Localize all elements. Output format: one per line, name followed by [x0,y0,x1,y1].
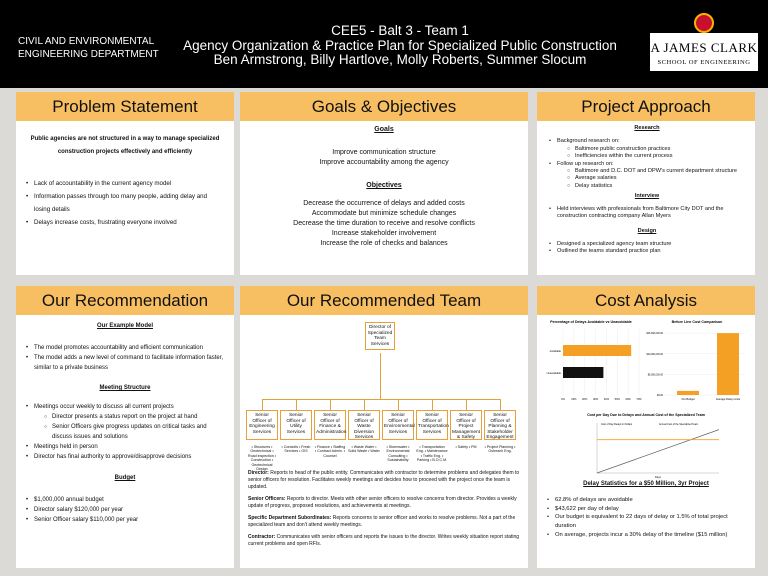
logo-line-1: A JAMES CLARK [650,40,758,55]
org-connector [330,399,331,410]
tick-label: 50% [614,398,620,401]
officer-duties: • Project Planning • Outreach Eng. [484,445,516,454]
org-connector [262,399,263,410]
officer-duties: • Waste Water • Solid Waste • Water [348,445,380,454]
officer-box: Senior Officer of Finance & Administration [314,410,346,440]
legend-entry: Annual Cost of the Specialized Team [659,423,699,426]
officer-box: Senior Officer of Project Management & Safety [450,410,482,440]
list-item: • On average, projects incur a 30% delay of the timeline ($15 million) [547,531,745,540]
list-item: ○ Baltimore public construction practices [567,146,745,153]
officer-box: Senior Officer of Planning & Stakeholder Engagement [484,410,516,440]
list-item: • Background research on: ○ Baltimore public construction practices ○ Inefficiencies within the current process [549,138,745,160]
department-name: CIVIL AND ENVIRONMENTAL ENGINEERING DEPARTMENT [18,36,159,60]
title-line-3: Ben Armstrong, Billy Hartlove, Molly Roberts, Summer Slocum [213,52,587,67]
officer-duties: • Structures • Geotechnical • Road inspection • Construction • Geotechnical Design [247,445,277,472]
category-label: Unavoidable [546,372,561,375]
officer-duties: • Transportation Eng. • Maintenance • Traffic Eng. • Parking • B.O.C.M. [416,445,448,463]
university-seal-icon [694,13,714,33]
goal-item: Improve accountability among the agency [319,159,449,166]
tick-label: $0.00 [657,394,663,397]
goal-item: Improve communication structure [332,149,436,156]
category-label: Avoidable [549,350,561,353]
problem-statement: Public agencies are not structured in a way to manage specialized construction projects effectively and efficiently [30,136,220,155]
axis-label: Days [655,476,661,479]
objective-item: Decrease the time duration to receive and resolve conflicts [293,220,475,227]
chart-caption: Delay Statistics for a $50 Million, 3yr Project [583,481,709,487]
list-item: • Director salary $120,000 per year [26,505,224,515]
officer-duties: • Stormwater • Environmental Consulting • Sustainability [386,445,410,463]
objective-item: Increase stakeholder involvement [331,230,437,237]
school-logo [650,33,758,71]
interview-label: Interview [634,193,660,200]
list-item: • 62.8% of delays are avoidable [547,496,745,505]
org-connector [432,399,433,410]
org-connector [380,353,381,399]
list-item: • Meetings held in person [26,442,224,452]
list-item: • Follow up research on: ○ Baltimore and D.C. DOT and DPW's current department structure ○ Average salaries ○ Delay statistics [549,161,745,191]
tick-label: 30% [592,398,599,401]
meeting-label: Meeting Structure [99,385,151,391]
title-line-2: Agency Organization & Practice Plan for Specialized Public Construction [183,37,617,53]
officer-box: Senior Officer of Utility Services [280,410,312,440]
officer-box: Senior Officer of Waste Diversion Services [348,410,380,440]
org-chart [240,315,528,470]
list-item: • Meetings occur weekly to discuss all current projects ○ Director presents a status report on the project at hand ○ Senior Officers give progress updates on critical tasks and discuss issues and solutions [26,402,224,442]
tick-label: $15,000,000.00 [646,332,663,336]
logo-line-2: SCHOOL OF ENGINEERING [657,59,751,66]
approach-heading: Project Approach [537,92,755,121]
research-label: Research [634,125,660,131]
role-descriptions [240,470,528,548]
org-connector [500,399,501,410]
tick-label: 0% [561,398,565,401]
budget-label: Budget [114,475,136,481]
series-line [597,430,719,473]
category-label: Average Delay Costs [715,398,741,401]
recommendation-panel [16,286,234,568]
cost-charts [537,315,755,480]
org-connector [398,399,399,410]
recommendation-heading: Our Recommendation [16,286,234,315]
tick-label: 60% [625,398,631,401]
chart-title: Cost per Day Due to Delays and Annual Cost of the Specialized Team [587,413,705,417]
team-heading: Our Recommended Team [240,286,528,315]
list-item: • The model promotes accountability and efficient communication [26,343,224,353]
chart-title: Percentage of Delays Avoidable vs Unavoidable [550,320,632,324]
org-connector [466,399,467,410]
list-item: ○ Baltimore and D.C. DOT and DPW's current department structure [567,168,745,175]
category-label: Our Budget [681,398,695,401]
list-item: • $43,622 per day of delay [547,505,745,514]
team-panel [240,286,528,568]
goals-label: Goals [374,126,394,133]
title-line-1: CEE5 - Balt 3 - Team 1 [331,23,469,38]
list-item: • The model adds a new level of command to facilitate information faster, similar to a private business [26,353,224,373]
tick-label: $10,000,000.00 [646,352,663,356]
officer-box: Senior Officer of Transportation Services [416,410,448,440]
goals-panel [240,92,528,275]
bar [563,367,603,378]
list-item: ○ Senior Officers give progress updates on critical tasks and discuss issues and solutions [44,422,224,442]
design-label: Design [637,228,657,235]
list-item: • Outlined the teams standard practice plan [549,248,745,255]
model-label: Our Example Model [96,323,153,329]
org-connector [296,399,297,410]
problem-panel [16,92,234,275]
objective-item: Decrease the occurrence of delays and added costs [303,200,465,207]
officer-duties: • Safety • PM [455,445,477,449]
list-item: • $1,000,000 annual budget [26,495,224,505]
list-item: • Delays increase costs, frustrating everyone involved [26,216,224,229]
list-item: • Held interviews with professionals from Baltimore City DOT and the construction contracting company Allan Myers [549,206,745,221]
list-item: • Designed a specialized agency team structure [549,241,745,248]
legend-entry: Cost of Day Delays in Dollars [601,423,633,426]
list-item: ○ Delay statistics [567,183,745,190]
approach-panel [537,92,755,275]
bar [677,391,699,395]
poster-title [170,24,630,68]
tick-label: 10% [571,398,577,401]
objective-item: Accommodate but minimize schedule changes [311,210,457,217]
bar [717,333,739,395]
tick-label: $5,000,000.00 [647,373,663,377]
list-item: ○ Director presents a status report on the project at hand [44,412,224,422]
officer-box: Senior Officer of Engineering Services [246,410,278,440]
objectives-label: Objectives [366,182,402,189]
org-connector [364,399,365,410]
list-item: • Information passes through too many people, adding delay and losing details [26,190,224,216]
role-subordinates: Specific Department Subordinates: Reports concerns to senior officer and works to resolve problems. Not a part of the specialized team and don't attend weekly meetings. [248,515,516,528]
chart-title: Before Line Cost Comparison [671,320,723,324]
officer-duties: • Conduits • Fresh Services • GIS [281,445,311,454]
tick-label: 40% [603,398,610,401]
officer-box: Senior Officer of Environmental Services [382,410,414,440]
role-senior-officers: Senior Officers: Reports to director. Meets with other senior officers to resolve concerns from director. Provides a weekly update of progress, proposed resolutions, and achievements at meetings. [248,496,517,509]
list-item: • Senior Officer salary $110,000 per year [26,515,224,525]
cost-heading: Cost Analysis [537,286,755,315]
objective-item: Increase the role of checks and balances [320,240,448,247]
director-box: Director of Specialized Team Services [365,322,395,350]
goals-heading: Goals & Objectives [240,92,528,121]
bar [563,345,631,356]
tick-label: 70% [636,398,642,401]
officer-duties: • Finance • Staffing • Contract Admin. • Counsel [314,445,346,458]
problem-bullets [26,177,224,229]
poster-header [0,0,768,88]
role-director: Director: Reports to head of the public entity. Communicates with contractor to determine problems and delegates them to senior officers for resolution. Facilitates weekly meetings and decides how to proceed with the project once the team is updated. [248,470,520,490]
list-item: • Director has final authority to approve/disapprove decisions [26,452,224,462]
org-connector [262,399,500,400]
role-contractor: Contractor: Communicates with senior officers and reports the issues to the director. Writes weekly situation report stating current problems and open RFIs. [248,534,520,547]
list-item: ○ Average salaries [567,175,745,182]
list-item: ○ Inefficiencies within the current process [567,153,745,160]
problem-heading: Problem Statement [16,92,234,121]
list-item: • Lack of accountability in the current agency model [26,177,224,190]
tick-label: 20% [582,398,588,401]
cost-panel [537,286,755,568]
list-item: • Our budget is equivalent to 22 days of delay or 1.5% of total project duration [547,513,745,531]
